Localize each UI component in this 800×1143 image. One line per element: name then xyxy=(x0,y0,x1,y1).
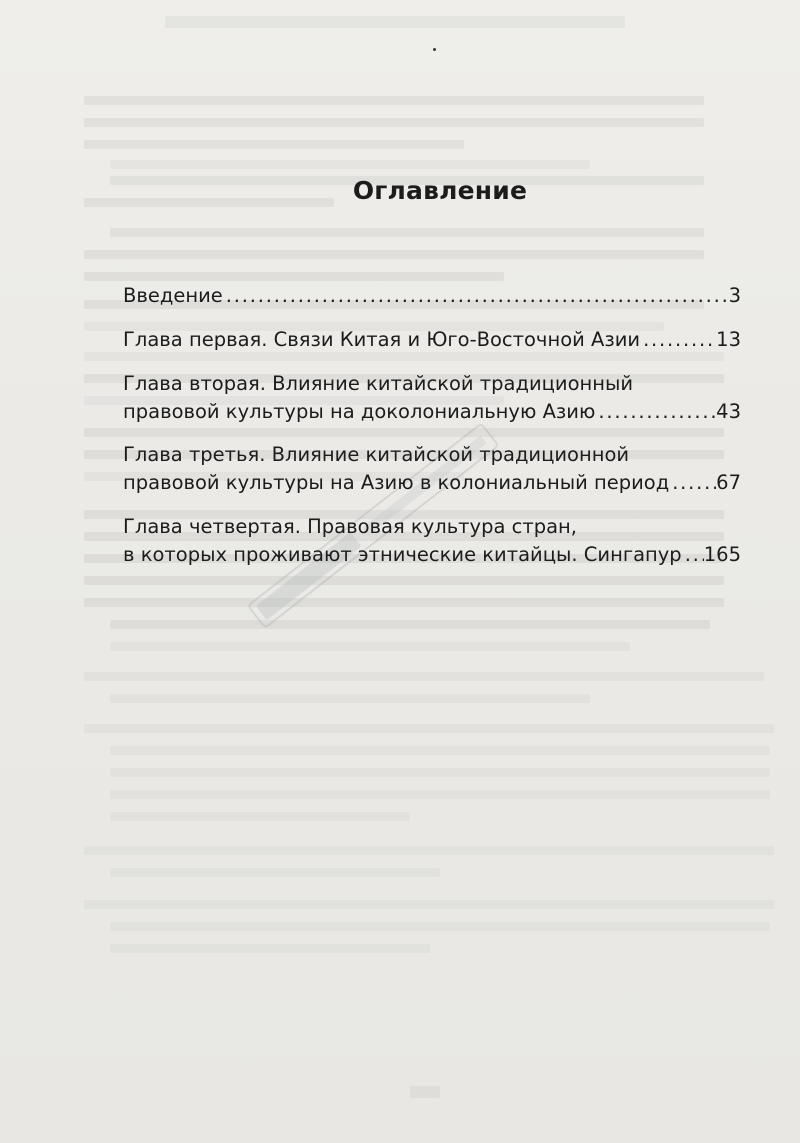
toc-page-number: 165 xyxy=(703,543,741,566)
toc-entry-title-line-2: в которых проживают этнические китайцы. Сингапур xyxy=(123,543,682,566)
toc-page-number: 67 xyxy=(716,471,741,494)
toc-entry-title: Введение xyxy=(123,284,223,307)
print-dot xyxy=(433,48,436,51)
toc-entry-chapter-1[interactable] xyxy=(123,326,741,354)
dot-leader xyxy=(223,282,729,310)
toc-entry-title: Глава первая. Связи Китая и Юго-Восточной Азии xyxy=(123,328,641,351)
dot-leader xyxy=(640,326,716,354)
toc-entry-title-line-1: Глава четвертая. Правовая культура стран, xyxy=(123,515,577,538)
toc-title: Оглавление xyxy=(352,176,528,205)
toc-entry-title-line-1: Глава третья. Влияние китайской традиционной xyxy=(123,443,630,466)
toc-page-number: 43 xyxy=(716,400,741,423)
toc-entry-title-line-2: правовой культуры на доколониальную Азию xyxy=(123,400,596,423)
running-header-bleed xyxy=(165,16,625,28)
toc-page-number: 13 xyxy=(716,328,741,351)
toc-entry-title-line-1: Глава вторая. Влияние китайской традиционный xyxy=(123,372,634,395)
dot-leader xyxy=(682,541,704,569)
toc-entry-introduction[interactable] xyxy=(123,282,741,310)
dot-leader xyxy=(669,469,716,497)
toc-page-number: 3 xyxy=(728,284,741,307)
dot-leader xyxy=(595,398,716,426)
toc-entry-title-line-2: правовой культуры на Азию в колониальный период xyxy=(123,471,670,494)
toc-entry-chapter-4[interactable] xyxy=(123,513,741,569)
toc-entry-chapter-2[interactable] xyxy=(123,370,741,426)
toc-entry-chapter-3[interactable] xyxy=(123,441,741,497)
page-number-bleed xyxy=(410,1086,440,1098)
